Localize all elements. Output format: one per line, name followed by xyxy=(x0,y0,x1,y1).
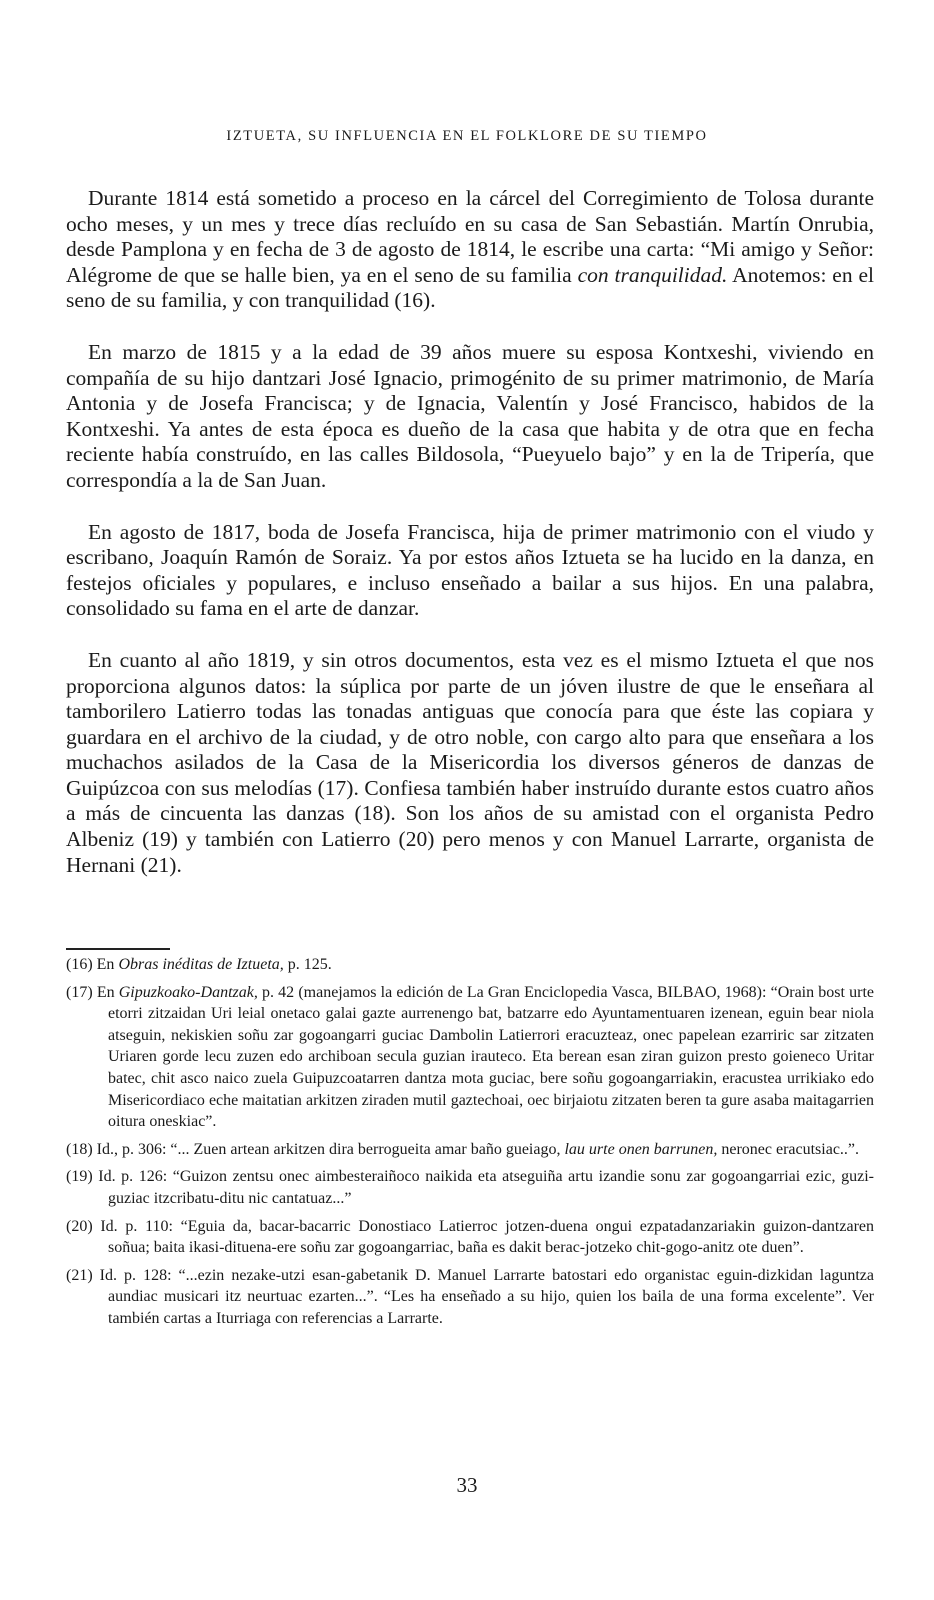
footnote-18: (18) Id., p. 306: “... Zuen artean arkitzen dira berrogueita amar baño gueiago, lau urte onen barrunen, neronec eracutsiac..”. xyxy=(66,1140,860,1158)
page-number: 33 xyxy=(456,1473,478,1497)
footnote-rule xyxy=(66,948,170,950)
body-text xyxy=(66,186,874,904)
paragraph-2: En marzo de 1815 y a la edad de 39 años muere su esposa Kontxeshi, viviendo en compañía de su hijo dantzari José Ignacio, primogénito de su primer matrimonio, de María Antonia y de Josefa Francisca; y de Ignacia, Valentín y José Francisco, habidos de la Kontxeshi. Ya antes de esta época es dueño de la casa que habita y de otra que en fecha reciente había construído, en las calles Bildosola, “Pueyuelo bajo” y en la de Tripería, que correspondía a la de San Juan. xyxy=(66,339,874,492)
footnote-20: (20) Id. p. 110: “Eguia da, bacar-bacarric Donostiaco Latierroc jotzen-duena ongui ezpatadanzariakin guizon-dantzaren soñua; baita ikasi-dituena-ere soñu zar gogoangarriac, baña es dakit berac-jotzeko chit-gogo-anitz ote duen”. xyxy=(66,1217,874,1257)
paragraph-3: En agosto de 1817, boda de Josefa Francisca, hija de primer matrimonio con el viudo y escribano, Joaquín Ramón de Soraiz. Ya por estos años Iztueta se ha lucido en la danza, en festejos oficiales y populares, e incluso enseñado a bailar a sus hijos. En una palabra, consolidado su fama en el arte de danzar. xyxy=(66,519,874,621)
footnote-19: (19) Id. p. 126: “Guizon zentsu onec aimbesteraiñoco naikida eta atseguiña artu izandie sonu zar gogoangarriai ezic, guzi-guziac itzcribatu-ditu nic cantatuaz...” xyxy=(66,1168,874,1207)
paragraph-1: Durante 1814 está sometido a proceso en la cárcel del Corregimiento de Tolosa durante ocho meses, y un mes y trece días recluído en su casa de San Sebastián. Martín Onrubia, desde Pamplona y en fecha de 3 de agosto de 1814, le escribe una carta: “Mi amigo y Señor: Alégrome de que se halle bien, ya en el seno de su familia con tranquilidad. Anotemos: en el seno de su familia, y con tranquilidad (16). xyxy=(66,186,874,313)
footnote-16: (16) En Obras inéditas de Iztueta, p. 125. xyxy=(66,956,332,973)
footnote-17: (17) En Gipuzkoako-Dantzak, p. 42 (manejamos la edición de La Gran Enciclopedia Vasca, BILBAO, 1968): “Orain bost urte etorri zitzaidan Uri leial onetaco galai gazte aurrenengo bat, batzarre edo Ayuntamentuaren izenean, eguin bear niola atseguin, nekiskien soñu zar gogoangarri guciac Dambolin Latierrori eracuzteaz, onec papelean ezarriric sar zitzaten Uriaren gorde lecu zuzen edo archiboan secula guzian irauteco. Eta berean esan ziran guizon presto goieneco Uritar batec, chit asco naico zuela Guipuzcoatarren dantza mota guciac, bere soñu gogoangarriakin, eracustea urrikiako edo Misericordiaco eche maitatian arkitzen ziraden mutil gaztechoai, oec birjaiotu zitzaten beren ta gure asaba maitagarrien oitura oneskiac”. xyxy=(66,983,874,1131)
footnotes xyxy=(66,954,874,1336)
paragraph-4: En cuanto al año 1819, y sin otros documentos, esta vez es el mismo Iztueta el que nos proporciona algunos datos: la súplica por parte de un jóven ilustre de que le enseñara al tamborilero Latierro todas las tonadas antiguas que conocía para que éste las copiara y guardara en el archivo de la ciudad, y de otro noble, con cargo alto para que enseñara a los muchachos asilados de la Casa de la Misericordia los diversos géneros de danzas de Guipúzcoa con sus melodías (17). Confiesa también haber instruído durante estos cuatro años a más de cincuenta las danzas (18). Son los años de su amistad con el organista Pedro Albeniz (19) y también con Latierro (20) pero menos y con Manuel Larrarte, organista de Hernani (21). xyxy=(66,647,874,877)
running-header: IZTUETA, SU INFLUENCIA EN EL FOLKLORE DE SU TIEMPO xyxy=(226,128,708,144)
footnote-21: (21) Id. p. 128: “...ezin nezake-utzi esan-gabetanik D. Manuel Larrarte batostari edo organistac eguin-dizkidan laguntza aundiac musicari itz neurtuac ezarten...”. “Les ha enseñado a su hijo, quien los baila de una forma excelente”. Ver también cartas a Iturriaga con referencias a Larrarte. xyxy=(66,1266,874,1327)
